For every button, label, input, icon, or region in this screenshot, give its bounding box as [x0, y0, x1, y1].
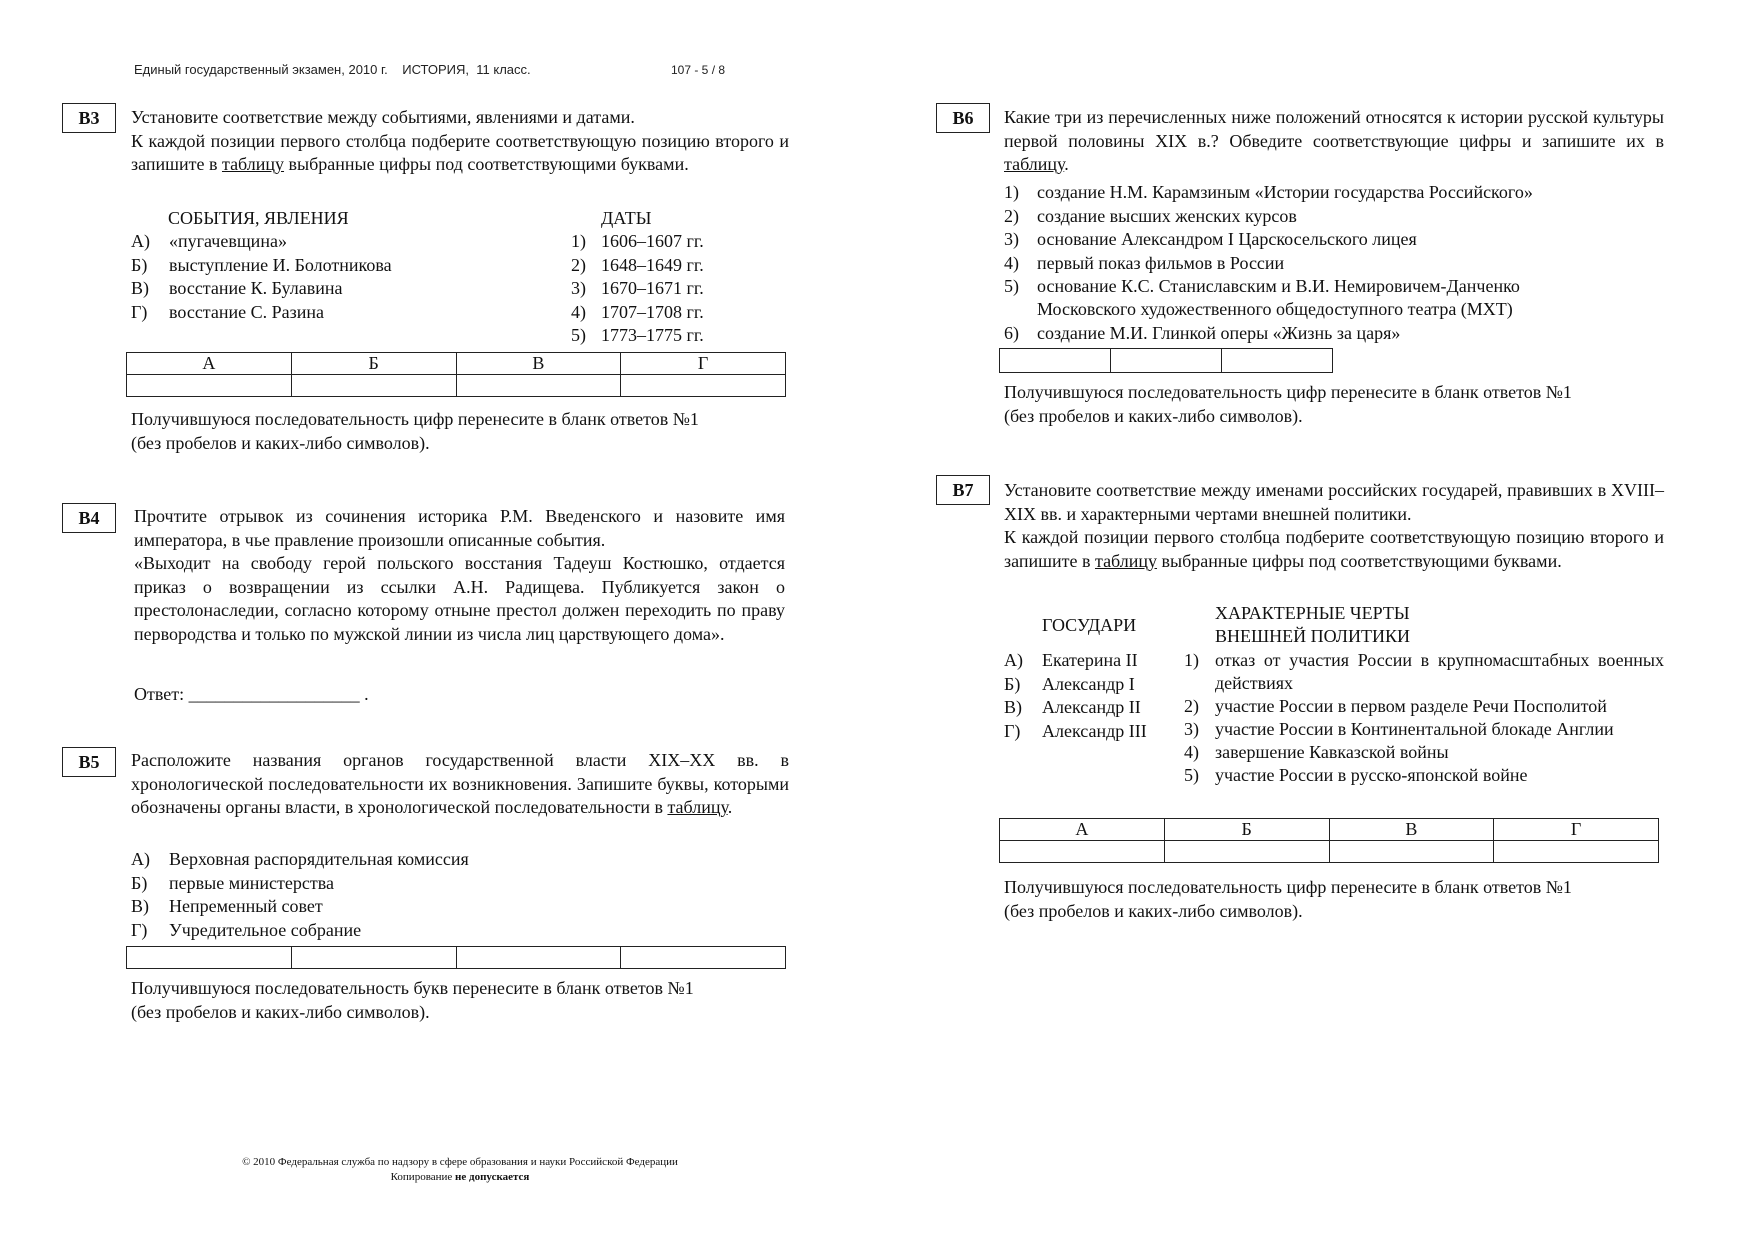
- table-link: таблицу: [667, 797, 728, 817]
- answer-header-cell: Г: [621, 353, 786, 375]
- answer-header-cell: В: [456, 353, 621, 375]
- answer-header-cell: Б: [291, 353, 456, 375]
- list-item: А) «пугачевщина»: [131, 231, 287, 251]
- b7-col2-header: ХАРАКТЕРНЫЕ ЧЕРТЫ ВНЕШНЕЙ ПОЛИТИКИ: [1215, 603, 1410, 646]
- answer-header-cell: Г: [1494, 819, 1659, 841]
- answer-cell[interactable]: [456, 947, 621, 969]
- answer-cell[interactable]: [456, 375, 621, 397]
- task-tag-b7: В7: [936, 475, 990, 505]
- answer-header-cell: А: [1000, 819, 1165, 841]
- b3-col2-header: ДАТЫ: [601, 208, 652, 228]
- b7-transfer-note: [1004, 876, 1664, 923]
- list-item: А) Верховная распорядительная комиссия: [131, 849, 469, 869]
- answer-header-cell: А: [127, 353, 292, 375]
- list-item: 1) отказ от участия России в крупномасштабных военных действиях: [1184, 650, 1664, 693]
- list-item: Б) Александр I: [1004, 674, 1135, 694]
- list-item: Г) восстание С. Разина: [131, 302, 325, 322]
- b7-col1-header: ГОСУДАРИ: [1042, 615, 1137, 635]
- answer-field[interactable]: ___________________ .: [188, 684, 369, 704]
- b6-transfer-note: [1004, 381, 1664, 428]
- list-item: 5) 1773–1775 гг.: [571, 325, 704, 345]
- copyright: © 2010 Федеральная служба по надзору в сфере образования и науки Российской Федерации: [242, 1156, 678, 1168]
- b3-answer-table: [126, 352, 786, 397]
- answer-cell[interactable]: [1000, 349, 1111, 373]
- list-item: 2) участие России в первом разделе Речи Посполитой: [1184, 696, 1607, 716]
- table-link: таблицу: [1004, 154, 1065, 174]
- list-item: А) Екатерина II: [1004, 650, 1138, 670]
- b6-answer-table: [999, 348, 1333, 373]
- list-item: Б) выступление И. Болотникова: [131, 255, 392, 275]
- answer-cell[interactable]: [1222, 349, 1333, 373]
- list-item: 4) завершение Кавказской войны: [1184, 742, 1449, 762]
- task-tag-b3: В3: [62, 103, 116, 133]
- b7-features: [1184, 649, 1664, 787]
- answer-cell[interactable]: [291, 375, 456, 397]
- transfer-line: Получившуюся последовательность цифр перенесите в бланк ответов №1: [1004, 382, 1572, 402]
- b3-transfer-note: [131, 408, 789, 455]
- copy-warning: не допускается: [455, 1171, 530, 1183]
- list-item: 4) первый показ фильмов в России: [1004, 253, 1285, 273]
- list-item: Б) первые министерства: [131, 873, 334, 893]
- answer-cell[interactable]: [621, 947, 786, 969]
- list-item: 6) создание М.И. Глинкой оперы «Жизнь за царя»: [1004, 323, 1401, 343]
- b4-para: Прочтите отрывок из сочинения историка Р.М. Введенского и назовите имя императора, в чье правление произошли описанные события.: [134, 506, 785, 550]
- list-item: 3) основание Александром I Царскосельского лицея: [1004, 229, 1417, 249]
- b3-para-end: выбранные цифры под соответствующими буквами.: [288, 154, 689, 174]
- transfer-line: Получившуюся последовательность букв перенесите в бланк ответов №1: [131, 978, 694, 998]
- b7-para: К каждой позиции первого столбца подберите соответствующую позицию второго и запишите в: [1004, 527, 1664, 571]
- b5-para: Расположите названия органов государственной власти XIX–XX вв. в хронологической последовательности их возникновения. Запишите буквы, которыми обозначены органы власти, в хронологической последовательности в: [131, 750, 789, 817]
- transfer-line: (без пробелов и каких-либо символов).: [1004, 405, 1303, 426]
- b4-instructions: [134, 505, 785, 646]
- list-item-continuation: Московского художественного общедоступного театра (МХТ): [1037, 299, 1513, 319]
- list-item: 1) 1606–1607 гг.: [571, 231, 704, 251]
- exam-title: Единый государственный экзамен, 2010 г.: [134, 62, 388, 77]
- answer-cell[interactable]: [1329, 841, 1494, 863]
- b6-instructions: Какие три из перечисленных ниже положений относятся к истории русской культуры первой половины XIX в.? Обведите соответствующие цифры и запишите их в таблицу.: [1004, 107, 1664, 174]
- list-item: 1) создание Н.М. Карамзиным «Истории государства Российского»: [1004, 182, 1533, 202]
- b7-para-end: выбранные цифры под соответствующими буквами.: [1161, 550, 1562, 571]
- b7-answer-table: [999, 818, 1659, 863]
- copy-note: Копирование: [390, 1171, 453, 1183]
- b5-transfer-note: [131, 977, 789, 1024]
- task-tag-b4: В4: [62, 503, 116, 533]
- b7-line1: Установите соответствие между именами российских государей, правивших в XVIII–XIX вв. и характерными чертами внешней политики.: [1004, 480, 1664, 524]
- transfer-line: (без пробелов и каких-либо символов).: [1004, 900, 1303, 921]
- subject: ИСТОРИЯ,: [402, 62, 470, 77]
- table-link: таблицу: [221, 154, 285, 174]
- answer-label: Ответ:: [134, 684, 185, 704]
- answer-cell[interactable]: [1494, 841, 1659, 863]
- list-item: 4) 1707–1708 гг.: [571, 302, 704, 322]
- answer-cell[interactable]: [127, 375, 292, 397]
- b5-instructions: Расположите названия органов государственной власти XIX–XX вв. в хронологической последовательности их возникновения. Запишите буквы, которыми обозначены органы власти, в хронологической последовательности в таблицу.: [131, 750, 789, 817]
- answer-header-cell: В: [1329, 819, 1494, 841]
- list-item: 5) основание К.С. Станиславским и В.И. Немировичем-Данченко: [1004, 276, 1520, 296]
- b3-para: К каждой позиции первого столбца подберите соответствующую позицию второго и запишите в: [131, 130, 789, 174]
- list-item: В) восстание К. Булавина: [131, 278, 343, 298]
- transfer-line: (без пробелов и каких-либо символов).: [131, 432, 430, 453]
- list-item: 5) участие России в русско-японской войне: [1184, 765, 1528, 785]
- b7-instructions: [1004, 479, 1664, 573]
- list-item: 2) 1648–1649 гг.: [571, 255, 704, 275]
- list-item: 3) участие России в Континентальной блокаде Англии: [1184, 719, 1614, 739]
- list-item: В) Непременный совет: [131, 896, 323, 916]
- b3-col1-header: СОБЫТИЯ, ЯВЛЕНИЯ: [168, 208, 349, 228]
- b4-quote: «Выходит на свободу герой польского восстания Тадеуш Костюшко, отдается приказ о возвращении из ссылки А.Н. Радищева. Публикуется закон о престолонаследии, согласно которому отныне престол должен переходить по праву первородства и только по мужской линии из числа лиц царствующего дома».: [134, 553, 785, 644]
- grade: 11 класс.: [476, 62, 531, 77]
- list-item: 3) 1670–1671 гг.: [571, 278, 704, 298]
- task-tag-b6: В6: [936, 103, 990, 133]
- list-item: 2) создание высших женских курсов: [1004, 206, 1297, 226]
- answer-cell[interactable]: [1111, 349, 1222, 373]
- task-tag-b5: В5: [62, 747, 116, 777]
- answer-cell[interactable]: [1164, 841, 1329, 863]
- b3-instructions: [131, 106, 789, 177]
- answer-header-cell: Б: [1164, 819, 1329, 841]
- transfer-line: Получившуюся последовательность цифр перенесите в бланк ответов №1: [1004, 877, 1572, 897]
- table-link: таблицу: [1094, 550, 1158, 571]
- list-item: В) Александр II: [1004, 697, 1141, 717]
- page-header: [134, 62, 531, 77]
- b5-answer-table: [126, 946, 786, 969]
- b4-answer: [134, 683, 369, 705]
- transfer-line: (без пробелов и каких-либо символов).: [131, 1001, 430, 1022]
- b6-para: Какие три из перечисленных ниже положений относятся к истории русской культуры первой половины XIX в.? Обведите соответствующие цифры и запишите их в: [1004, 107, 1664, 151]
- page-footer: [160, 1155, 760, 1185]
- list-item: Г) Учредительное собрание: [131, 920, 362, 940]
- list-item: Г) Александр III: [1004, 721, 1147, 741]
- answer-cell[interactable]: [127, 947, 292, 969]
- b3-line1: Установите соответствие между событиями, явлениями и датами.: [131, 107, 635, 127]
- page-number: 107 - 5 / 8: [671, 63, 726, 77]
- answer-cell[interactable]: [621, 375, 786, 397]
- transfer-line: Получившуюся последовательность цифр перенесите в бланк ответов №1: [131, 409, 699, 429]
- answer-cell[interactable]: [291, 947, 456, 969]
- answer-cell[interactable]: [1000, 841, 1165, 863]
